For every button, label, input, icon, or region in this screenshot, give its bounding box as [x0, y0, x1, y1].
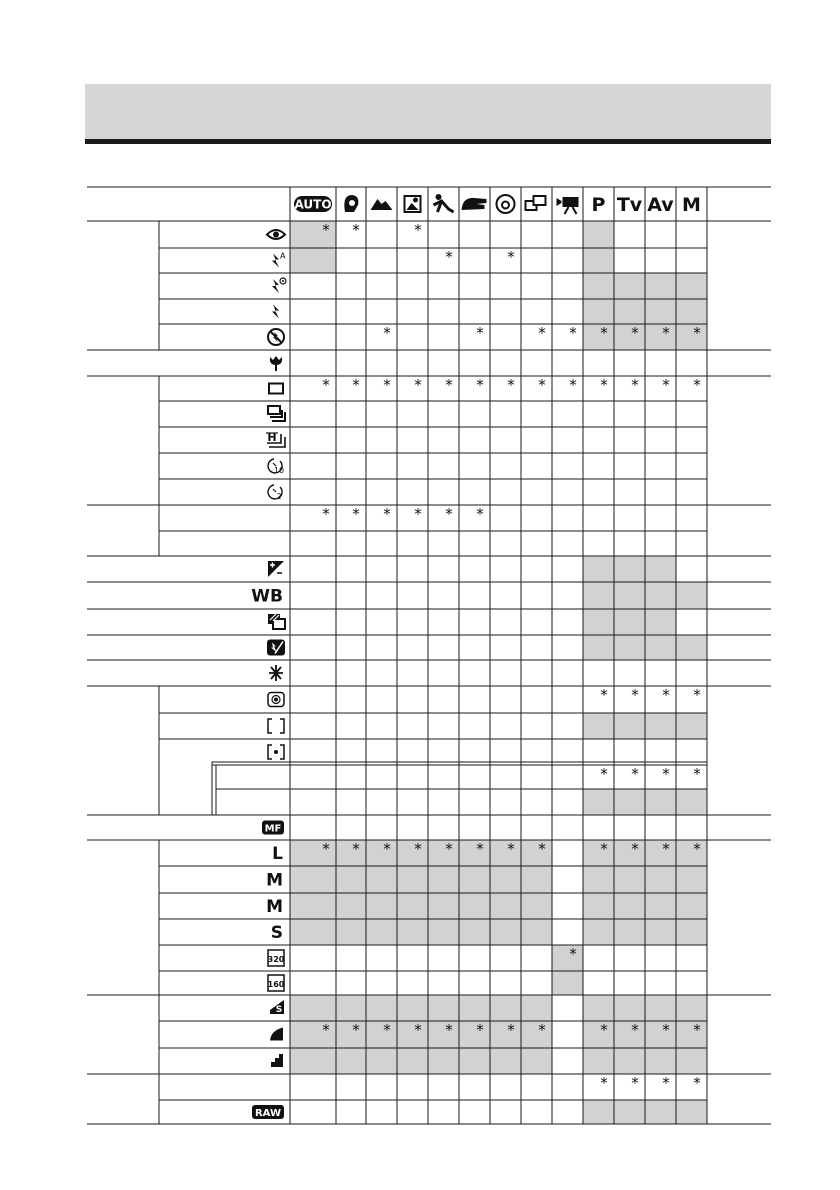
recommended-star: * — [600, 840, 608, 858]
row-label-text: L — [272, 844, 283, 864]
recommended-star: * — [322, 1021, 330, 1039]
movie-160-icon — [268, 975, 285, 991]
unavailable-cell — [290, 893, 336, 919]
unavailable-cell — [366, 893, 397, 919]
unavailable-cell — [521, 995, 552, 1021]
unavailable-cell — [290, 1048, 336, 1074]
recommended-star: * — [322, 840, 330, 858]
unavailable-cell — [552, 945, 583, 971]
unavailable-cell — [336, 1048, 366, 1074]
unavailable-cell — [459, 919, 490, 945]
center-weighted-metering-icon — [268, 719, 284, 733]
unavailable-cell — [676, 635, 707, 660]
unavailable-cell — [614, 789, 645, 815]
continuous-shooting-icon — [268, 406, 285, 421]
unavailable-cell — [366, 1048, 397, 1074]
landscape-mode-icon — [371, 199, 393, 210]
unavailable-cell — [645, 840, 676, 866]
unavailable-cell — [397, 995, 428, 1021]
recommended-star: * — [538, 840, 546, 858]
unavailable-cell — [645, 556, 676, 582]
recommended-star: * — [414, 376, 422, 394]
recommended-star: * — [445, 376, 453, 394]
unavailable-cell — [521, 1021, 552, 1048]
recommended-star: * — [631, 1021, 639, 1039]
recommended-star: * — [693, 376, 701, 394]
unavailable-cell — [676, 789, 707, 815]
unavailable-cell — [397, 1048, 428, 1074]
unavailable-cell — [428, 866, 459, 893]
unavailable-cell — [583, 995, 614, 1021]
recommended-star: * — [600, 1021, 608, 1039]
unavailable-cell — [614, 866, 645, 893]
unavailable-cell — [459, 1021, 490, 1048]
superfine-quality-icon — [270, 1000, 284, 1015]
unavailable-cell — [645, 866, 676, 893]
manual-focus-icon — [262, 821, 284, 835]
unavailable-cell — [336, 893, 366, 919]
timer-seconds: 2 — [276, 492, 282, 501]
unavailable-cell — [290, 919, 336, 945]
unavailable-cell — [428, 1021, 459, 1048]
unavailable-cell — [521, 866, 552, 893]
recommended-star: * — [693, 324, 701, 342]
unavailable-cell — [366, 866, 397, 893]
unavailable-cell — [290, 248, 336, 273]
flash-auto-superscript: A — [280, 251, 286, 261]
unavailable-cell — [583, 556, 614, 582]
unavailable-cell — [583, 635, 614, 660]
flash-on-icon — [272, 305, 279, 319]
recommended-star: * — [662, 376, 670, 394]
recommended-star: * — [383, 376, 391, 394]
unavailable-cell — [676, 1100, 707, 1124]
recommended-star: * — [383, 1021, 391, 1039]
unavailable-cell — [428, 1048, 459, 1074]
row-label-text: M — [266, 897, 283, 917]
recommended-star: * — [383, 840, 391, 858]
recommended-star: * — [383, 505, 391, 523]
recommended-star: * — [322, 376, 330, 394]
recommended-star: * — [631, 324, 639, 342]
recommended-star: * — [631, 1074, 639, 1092]
unavailable-cell — [583, 609, 614, 635]
exposure-compensation-icon — [268, 561, 284, 577]
unavailable-cell — [583, 273, 614, 299]
unavailable-cell — [614, 1100, 645, 1124]
unavailable-cell — [583, 299, 614, 324]
mode-label: P — [591, 194, 606, 216]
recommended-star: * — [662, 1021, 670, 1039]
unavailable-cell — [614, 609, 645, 635]
row-label — [272, 844, 283, 864]
recommended-star: * — [352, 840, 360, 858]
unavailable-cell — [676, 299, 707, 324]
unavailable-cell — [676, 713, 707, 739]
unavailable-cell — [583, 866, 614, 893]
unavailable-cell — [583, 893, 614, 919]
recommended-star: * — [476, 376, 484, 394]
unavailable-cell — [366, 1021, 397, 1048]
unavailable-cell — [645, 1021, 676, 1048]
movie-mode-icon — [557, 197, 579, 214]
unavailable-cell — [290, 866, 336, 893]
unavailable-cell — [490, 840, 521, 866]
flash-off-icon — [268, 329, 284, 345]
recommended-star: * — [507, 376, 515, 394]
unavailable-cell — [490, 866, 521, 893]
mode-column-M — [682, 194, 701, 216]
unavailable-cell — [428, 840, 459, 866]
recommended-star: * — [476, 840, 484, 858]
spot-metering-icon — [268, 745, 284, 759]
unavailable-cell — [521, 919, 552, 945]
unavailable-cell — [583, 248, 614, 273]
unavailable-cell — [645, 713, 676, 739]
recommended-star: * — [445, 840, 453, 858]
unavailable-cell — [645, 582, 676, 609]
recommended-star: * — [322, 221, 330, 239]
row-label — [251, 587, 283, 607]
recommended-star: * — [569, 376, 577, 394]
recommended-star: * — [538, 376, 546, 394]
recommended-star: * — [662, 765, 670, 783]
unavailable-cell — [676, 324, 707, 350]
evaluative-metering-icon — [268, 693, 284, 707]
unavailable-cell — [583, 789, 614, 815]
recommended-star: * — [631, 765, 639, 783]
row-label-text: RAW — [254, 1108, 282, 1119]
unavailable-cell — [583, 1048, 614, 1074]
unavailable-cell — [490, 1048, 521, 1074]
unavailable-cell — [521, 893, 552, 919]
high-speed-letter: H — [267, 431, 277, 444]
unavailable-cell — [552, 971, 583, 995]
unavailable-cell — [614, 324, 645, 350]
mode-label: M — [682, 194, 701, 216]
raw-icon — [252, 1105, 284, 1119]
unavailable-cell — [614, 1021, 645, 1048]
unavailable-cell — [397, 1021, 428, 1048]
unavailable-cell — [645, 1100, 676, 1124]
unavailable-cell — [336, 1021, 366, 1048]
unavailable-cell — [336, 995, 366, 1021]
flash-auto-icon — [272, 252, 286, 268]
recommended-star: * — [569, 945, 577, 963]
unavailable-cell — [336, 840, 366, 866]
row-label — [271, 923, 283, 943]
unavailable-cell — [459, 893, 490, 919]
unavailable-cell — [676, 1021, 707, 1048]
recommended-star: * — [507, 1021, 515, 1039]
unavailable-cell — [583, 1100, 614, 1124]
unavailable-cell — [614, 556, 645, 582]
unavailable-cell — [645, 893, 676, 919]
unavailable-cell — [614, 893, 645, 919]
unavailable-cell — [397, 919, 428, 945]
unavailable-cell — [614, 995, 645, 1021]
unavailable-cell — [459, 840, 490, 866]
unavailable-cell — [614, 1048, 645, 1074]
recommended-star: * — [445, 505, 453, 523]
recommended-star: * — [631, 376, 639, 394]
recommended-star: * — [352, 221, 360, 239]
unavailable-cell — [459, 995, 490, 1021]
unavailable-cell — [521, 840, 552, 866]
recommended-star: * — [445, 1021, 453, 1039]
recommended-star: * — [445, 248, 453, 266]
recommended-star: * — [662, 686, 670, 704]
recommended-star: * — [662, 1074, 670, 1092]
slow-shutter-mode-icon — [462, 198, 487, 210]
unavailable-cell — [397, 866, 428, 893]
recommended-star: * — [414, 1021, 422, 1039]
high-speed-continuous-icon — [266, 431, 285, 447]
unavailable-cell — [676, 273, 707, 299]
recommended-star: * — [414, 840, 422, 858]
recommended-star: * — [693, 840, 701, 858]
unavailable-cell — [676, 582, 707, 609]
recommended-star: * — [383, 324, 391, 342]
unavailable-cell — [614, 635, 645, 660]
fine-quality-icon — [270, 1028, 283, 1041]
recommended-star: * — [600, 686, 608, 704]
macro-icon — [270, 356, 282, 371]
row-label-text: M — [266, 870, 283, 891]
unavailable-cell — [459, 866, 490, 893]
unavailable-cell — [290, 995, 336, 1021]
portrait-mode-icon — [344, 195, 358, 212]
unavailable-cell — [583, 324, 614, 350]
recommended-star: * — [476, 505, 484, 523]
red-eye-icon — [267, 230, 285, 239]
recommended-star: * — [507, 248, 515, 266]
row-label — [266, 871, 283, 891]
recommended-star: * — [600, 765, 608, 783]
mode-label: Tv — [616, 194, 643, 216]
recommended-star: * — [414, 505, 422, 523]
superfine-letter: S — [275, 1005, 283, 1015]
recommended-star: * — [507, 840, 515, 858]
unavailable-cell — [645, 995, 676, 1021]
unavailable-cell — [645, 609, 676, 635]
mode-label: Av — [647, 194, 674, 216]
recommended-star: * — [631, 840, 639, 858]
mode-column-Tv — [617, 194, 643, 216]
unavailable-cell — [366, 840, 397, 866]
recommended-star: * — [693, 686, 701, 704]
unavailable-cell — [645, 1048, 676, 1074]
unavailable-cell — [428, 995, 459, 1021]
unavailable-cell — [583, 919, 614, 945]
recommended-star: * — [414, 221, 422, 239]
row-label-text: S — [270, 923, 283, 943]
fast-shutter-mode-icon — [434, 194, 454, 212]
unavailable-cell — [645, 789, 676, 815]
movie-320-icon — [268, 950, 285, 966]
timer-seconds: 10 — [273, 466, 285, 475]
unavailable-cell — [614, 713, 645, 739]
recommended-star: * — [662, 324, 670, 342]
unavailable-cell — [676, 1048, 707, 1074]
unavailable-cell — [645, 299, 676, 324]
recommended-star: * — [600, 376, 608, 394]
unavailable-cell — [490, 919, 521, 945]
unavailable-cell — [366, 919, 397, 945]
recommended-star: * — [322, 505, 330, 523]
unavailable-cell — [428, 919, 459, 945]
unavailable-cell — [490, 1021, 521, 1048]
recommended-star: * — [693, 765, 701, 783]
row-label — [266, 897, 283, 917]
unavailable-cell — [676, 893, 707, 919]
movie-resolution-text: 320 — [267, 955, 285, 964]
recommended-star: * — [476, 1021, 484, 1039]
unavailable-cell — [490, 893, 521, 919]
self-timer-2s-icon — [268, 485, 282, 501]
unavailable-cell — [583, 221, 614, 248]
row-label-text: WB — [251, 586, 283, 607]
recommended-star: * — [600, 1074, 608, 1092]
auto-mode-icon — [294, 196, 332, 212]
self-timer-10s-icon — [268, 459, 284, 475]
recommended-star: * — [693, 1021, 701, 1039]
recommended-star: * — [600, 324, 608, 342]
unavailable-cell — [614, 299, 645, 324]
unavailable-cell — [645, 324, 676, 350]
movie-resolution-text: 160 — [267, 980, 285, 989]
unavailable-cell — [490, 995, 521, 1021]
unavailable-cell — [336, 919, 366, 945]
row-label-text: MF — [264, 823, 282, 835]
single-shot-icon — [269, 384, 283, 394]
unavailable-cell — [459, 1048, 490, 1074]
recommended-star: * — [569, 324, 577, 342]
unavailable-cell — [521, 1048, 552, 1074]
recommended-star: * — [476, 324, 484, 342]
unavailable-cell — [366, 995, 397, 1021]
unavailable-cell — [676, 995, 707, 1021]
unavailable-cell — [676, 840, 707, 866]
unavailable-cell — [645, 919, 676, 945]
unavailable-cell — [397, 893, 428, 919]
night-scene-mode-icon — [405, 196, 421, 212]
special-scene-mode-icon — [497, 195, 515, 213]
unavailable-cell — [583, 582, 614, 609]
recommended-star: * — [538, 1021, 546, 1039]
unavailable-cell — [336, 866, 366, 893]
ae-lock-icon — [269, 665, 283, 681]
unavailable-cell — [614, 919, 645, 945]
stitch-assist-mode-icon — [526, 196, 546, 210]
mode-column-Av — [647, 194, 674, 216]
unavailable-cell — [583, 1021, 614, 1048]
unavailable-cell — [583, 840, 614, 866]
unavailable-cell — [614, 840, 645, 866]
unavailable-cell — [645, 635, 676, 660]
flash-exposure-icon — [267, 640, 285, 656]
recommended-star: * — [631, 686, 639, 704]
recommended-star: * — [662, 840, 670, 858]
normal-quality-icon — [271, 1054, 283, 1067]
unavailable-cell — [428, 893, 459, 919]
unavailable-cell — [676, 919, 707, 945]
recommended-star: * — [352, 376, 360, 394]
recommended-star: * — [538, 324, 546, 342]
mode-column-P — [592, 194, 606, 216]
photo-effect-icon — [268, 614, 285, 629]
unavailable-cell — [676, 866, 707, 893]
unavailable-cell — [645, 273, 676, 299]
recommended-star: * — [693, 1074, 701, 1092]
auto-mode-label: AUTO — [294, 197, 332, 212]
unavailable-cell — [614, 273, 645, 299]
unavailable-cell — [397, 840, 428, 866]
unavailable-cell — [614, 582, 645, 609]
recommended-star: * — [352, 505, 360, 523]
flash-red-eye-icon — [272, 278, 286, 293]
unavailable-cell — [583, 713, 614, 739]
recommended-star: * — [352, 1021, 360, 1039]
